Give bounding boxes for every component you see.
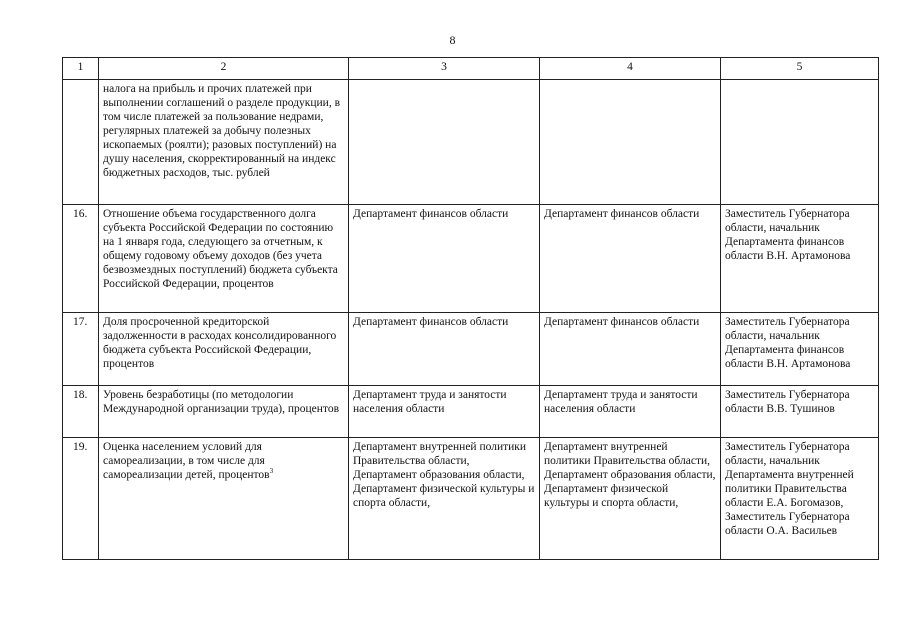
responsible-cell: Заместитель Губернатора области, начальник Департамента финансов области В.Н. Артамонова	[721, 313, 879, 386]
responsible-cell: Заместитель Губернатора области, начальник Департамента финансов области В.Н. Артамонова	[721, 205, 879, 313]
indicators-table	[62, 57, 879, 560]
row-number: 19.	[63, 438, 99, 560]
dept-cell: Департамент финансов области	[349, 313, 540, 386]
dept-cell: Департамент внутренней политики Правительства области, Департамент образования области, Департамент физической культуры и спорта области,	[540, 438, 721, 560]
responsible-cell	[721, 80, 879, 205]
dept-cell: Департамент финансов области	[540, 205, 721, 313]
indicator-cell: налога на прибыль и прочих платежей при выполнении соглашений о разделе продукции, в том числе платежей за пользование недрами, регулярных платежей за добычу полезных ископаемых (роялти); разовых поступлений) на душу населения, скорректированный на индекс бюджетных расходов, тыс. рублей	[99, 80, 349, 205]
dept-cell: Департамент труда и занятости населения области	[540, 386, 721, 438]
header-col-5: 5	[721, 58, 879, 80]
responsible-cell: Заместитель Губернатора области В.В. Тушинов	[721, 386, 879, 438]
dept-cell	[540, 80, 721, 205]
row-number: 18.	[63, 386, 99, 438]
dept-cell	[349, 80, 540, 205]
dept-cell: Департамент труда и занятости населения области	[349, 386, 540, 438]
table-row-continuation	[63, 80, 879, 205]
table-row	[63, 386, 879, 438]
row-number: 17.	[63, 313, 99, 386]
header-col-3: 3	[349, 58, 540, 80]
header-row	[63, 58, 879, 80]
header-col-1: 1	[63, 58, 99, 80]
indicator-text: Оценка населением условий для самореализации, в том числе для самореализации детей, процентов	[103, 441, 270, 481]
num-cell	[63, 80, 99, 205]
indicator-cell: Уровень безработицы (по методологии Международной организации труда), процентов	[99, 386, 349, 438]
indicator-cell	[99, 438, 349, 560]
page-number: 8	[449, 33, 456, 47]
indicator-cell: Доля просроченной кредиторской задолженности в расходах консолидированного бюджета субъекта Российской Федерации, процентов	[99, 313, 349, 386]
table-row	[63, 313, 879, 386]
dept-cell: Департамент финансов области	[349, 205, 540, 313]
responsible-cell: Заместитель Губернатора области, начальник Департамента внутренней политики Правительства области Е.А. Богомазов, Заместитель Губернатора области О.А. Васильев	[721, 438, 879, 560]
header-col-2: 2	[99, 58, 349, 80]
table-row	[63, 205, 879, 313]
header-col-4: 4	[540, 58, 721, 80]
indicator-cell: Отношение объема государственного долга субъекта Российской Федерации по состоянию на 1 января года, следующего за отчетным, к общему годовому объему доходов (без учета безвозмездных поступлений) бюджета субъекта Российской Федерации, процентов	[99, 205, 349, 313]
table-row	[63, 438, 879, 560]
dept-cell: Департамент финансов области	[540, 313, 721, 386]
row-number: 16.	[63, 205, 99, 313]
footnote-marker: 3	[269, 467, 274, 476]
dept-cell: Департамент внутренней политики Правительства области, Департамент образования области, Департамент физической культуры и спорта области,	[349, 438, 540, 560]
